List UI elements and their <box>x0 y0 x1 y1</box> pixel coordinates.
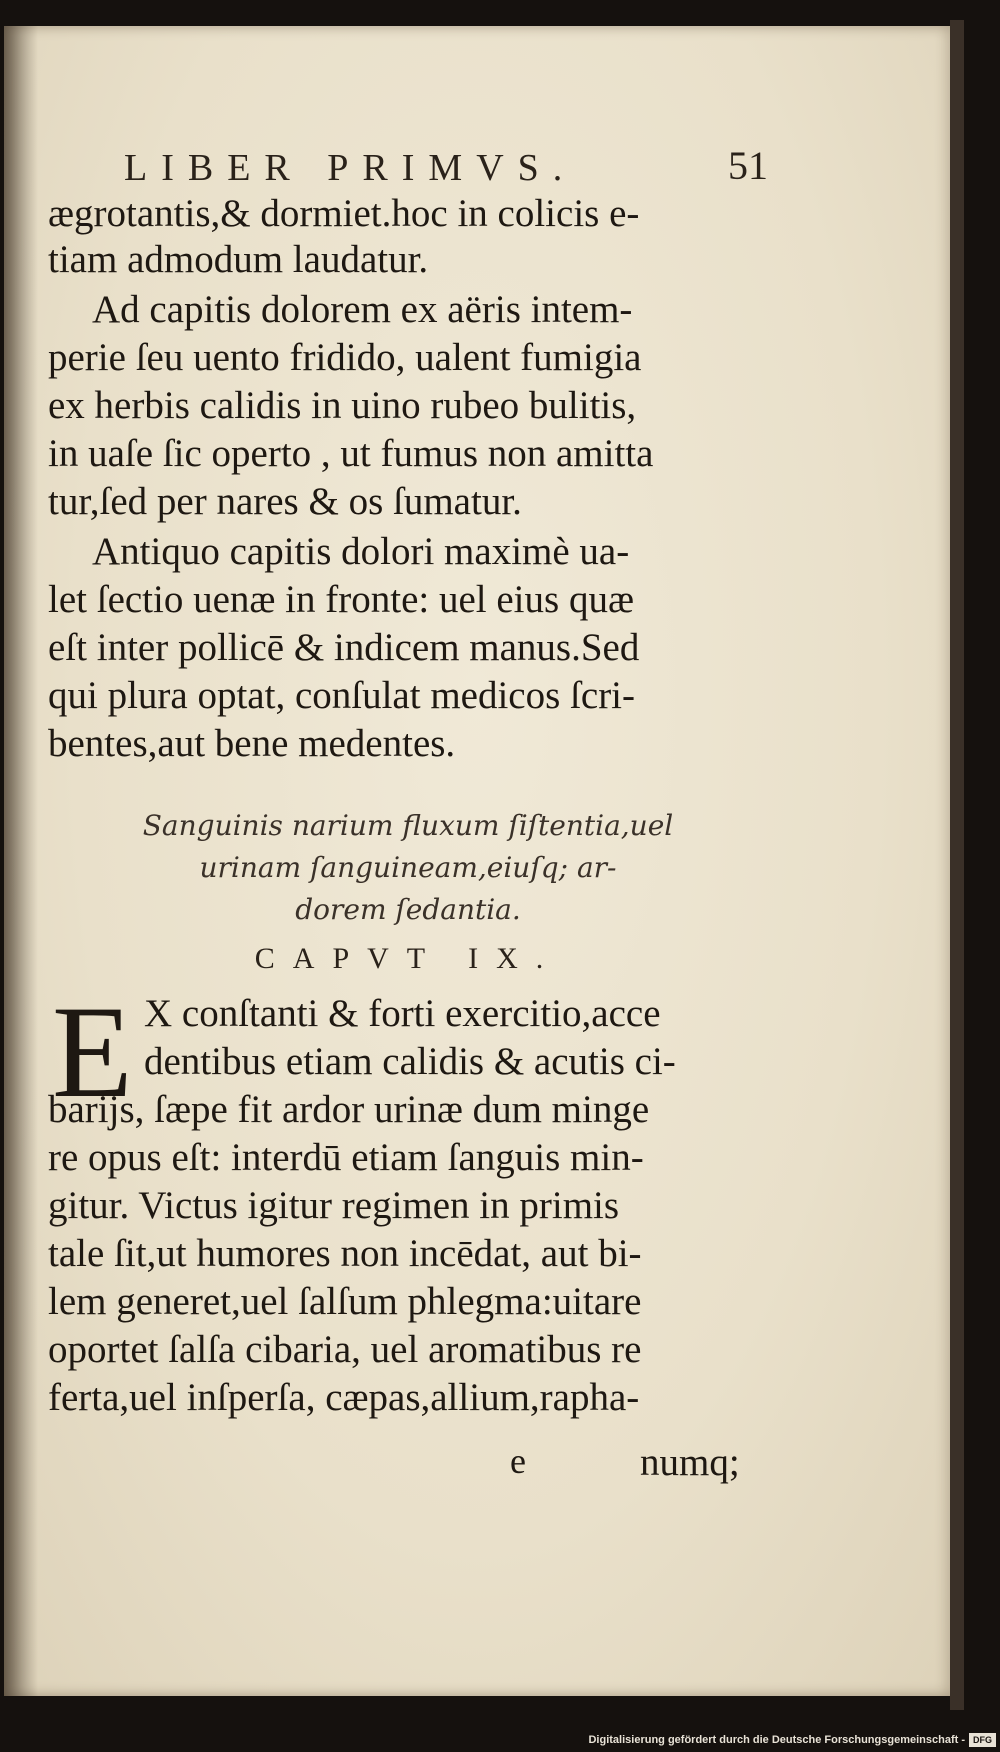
dfg-logo: DFG <box>969 1733 996 1747</box>
body-line: bentes,aut bene medentes. <box>48 722 456 765</box>
body-line: X conſtanti & forti exercitio,acce <box>144 992 661 1035</box>
chapter-heading: CAPVT IX. <box>254 942 562 975</box>
section-heading-line: dorem ſedantia. <box>295 893 521 926</box>
catchword: numq; <box>640 1441 740 1484</box>
body-line: oportet ſalſa cibaria, uel aromatibus re <box>48 1328 642 1371</box>
body-line: lem generet,uel ſalſum phlegma:uitare <box>48 1280 642 1323</box>
body-line: Ad capitis dolorem ex aëris intem- <box>92 288 633 331</box>
body-line: Antiquo capitis dolori maximè ua- <box>92 530 630 573</box>
body-line: in uaſe ſic operto , ut fumus non amitta <box>48 432 654 475</box>
body-line: dentibus etiam calidis & acutis ci- <box>144 1040 676 1083</box>
body-line: let ſectio uenæ in fronte: uel eius quæ <box>48 578 634 621</box>
body-line: ferta,uel inſperſa, cæpas,allium,rapha- <box>48 1376 640 1419</box>
page-number: 51 <box>728 143 768 188</box>
credit-text: Digitalisierung gefördert durch die Deutsche Forschungsgemeinschaft - <box>588 1734 965 1746</box>
body-line: tur,ſed per nares & os ſumatur. <box>48 480 522 523</box>
body-line: tale ſit,ut humores non incēdat, aut bi- <box>48 1232 642 1275</box>
body-line: re opus eſt: interdū etiam ſanguis min- <box>48 1136 644 1179</box>
running-head: LIBER PRIMVS. <box>124 147 577 189</box>
section-heading-line: Sanguinis narium fluxum ſiſtentia,uel <box>142 809 674 842</box>
drop-cap: E <box>52 978 133 1125</box>
spine-shadow <box>4 26 38 1696</box>
body-line: tiam admodum laudatur. <box>48 238 429 281</box>
book-edge <box>950 20 964 1710</box>
body-line: gitur. Victus igitur regimen in primis <box>48 1184 620 1227</box>
section-heading-line: urinam ſanguineam,eiuſq; ar- <box>199 851 617 884</box>
body-line: eſt inter pollicē & indicem manus.Sed <box>48 626 640 669</box>
body-line: perie ſeu uento fridido, ualent fumigia <box>48 336 642 379</box>
book-page <box>4 26 950 1696</box>
body-line: ex herbis calidis in uino rubeo bulitis, <box>48 384 637 427</box>
body-line: ægrotantis,& dormiet.hoc in colicis e- <box>48 192 640 235</box>
signature-mark: e <box>510 1441 526 1481</box>
body-line: qui plura optat, conſulat medicos ſcri- <box>48 674 635 717</box>
body-line: barijs, ſæpe fit ardor urinæ dum minge <box>48 1088 650 1131</box>
digitization-credit <box>588 1733 996 1747</box>
